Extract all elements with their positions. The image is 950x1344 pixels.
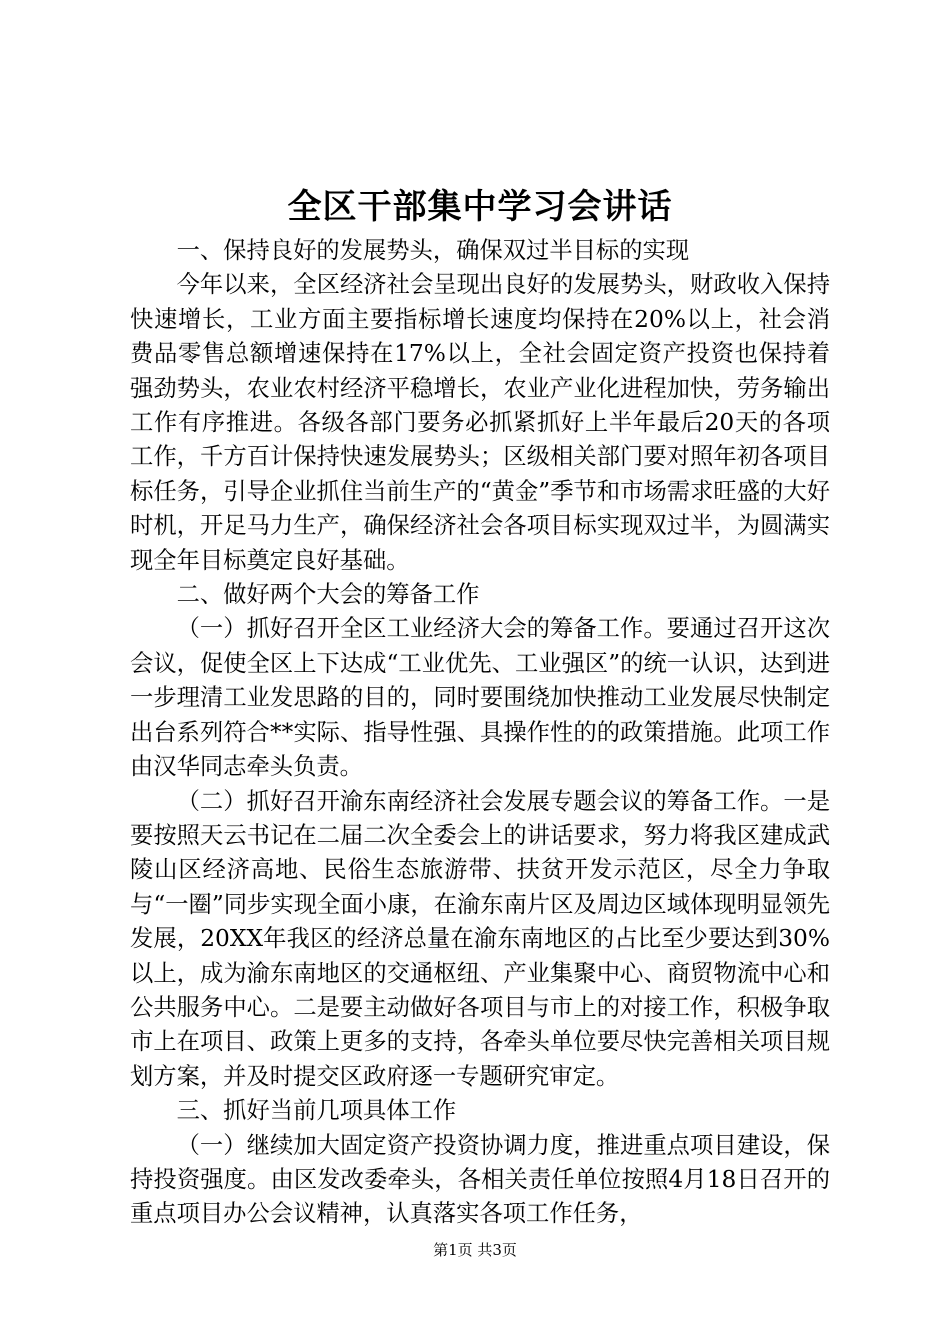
section3-heading: 三、抓好当前几项具体工作 (176, 1097, 457, 1125)
document-page (130, 182, 830, 1232)
section3-paragraph-1: （一）继续加大固定资产投资协调力度，推进重点项目建设，保持投资强度。由区发改委牵头，各相关责任单位按照4月18日召开的重点项目办公会议精神，认真落实各项工作任务， (130, 1131, 830, 1228)
section1-paragraph: 今年以来，全区经济社会呈现出良好的发展势头，财政收入保持快速增长，工业方面主要指标增长速度均保持在20%以上，社会消费品零售总额增速保持在17%以上，全社会固定资产投资也保持着强劲势头，农业农村经济平稳增长，农业产业化进程加快，劳务输出工作有序推进。各级各部门要务必抓紧抓好上半年最后20天的各项工作，千方百计保持快速发展势头；区级相关部门要对照年初各项目标任务，引导企业抓住当前生产的“黄金”季节和市场需求旺盛的大好时机，开足马力生产，确保经济社会各项目标实现双过半，为圆满实现全年目标奠定良好基础。 (130, 271, 830, 574)
section1-heading: 一、保持良好的发展势头，确保双过半目标的实现 (176, 237, 690, 264)
section2-paragraph-2: （二）抓好召开渝东南经济社会发展专题会议的筹备工作。一是要按照天云书记在二届二次全委会上的讲话要求，努力将我区建成武陵山区经济高地、民俗生态旅游带、扶贫开发示范区，尽全力争取与“一圈”同步实现全面小康，在渝东南片区及周边区域体现明显领先发展，20XX年我区的经济总量在渝东南地区的占比至少要达到30%以上，成为渝东南地区的交通枢纽、产业集聚中心、商贸物流中心和公共服务中心。二是要主动做好各项目与市上的对接工作，积极争取市上在项目、政策上更多的支持，各牵头单位要尽快完善相关项目规划方案，并及时提交区政府逐一专题研究审定。 (130, 787, 830, 1090)
page-footer: 第1页 共3页 (433, 1241, 517, 1259)
section2-heading: 二、做好两个大会的筹备工作 (176, 581, 480, 609)
document-title: 全区干部集中学习会讲话 (287, 187, 673, 227)
section2-paragraph-1: （一）抓好召开全区工业经济大会的筹备工作。要通过召开这次会议，促使全区上下达成“工业优先、工业强区”的统一认识，达到进一步理清工业发思路的目的，同时要围绕加快推动工业发展尽快制定出台系列符合**实际、指导性强、具操作性的的政策措施。此项工作由汉华同志牵头负责。 (130, 615, 830, 781)
